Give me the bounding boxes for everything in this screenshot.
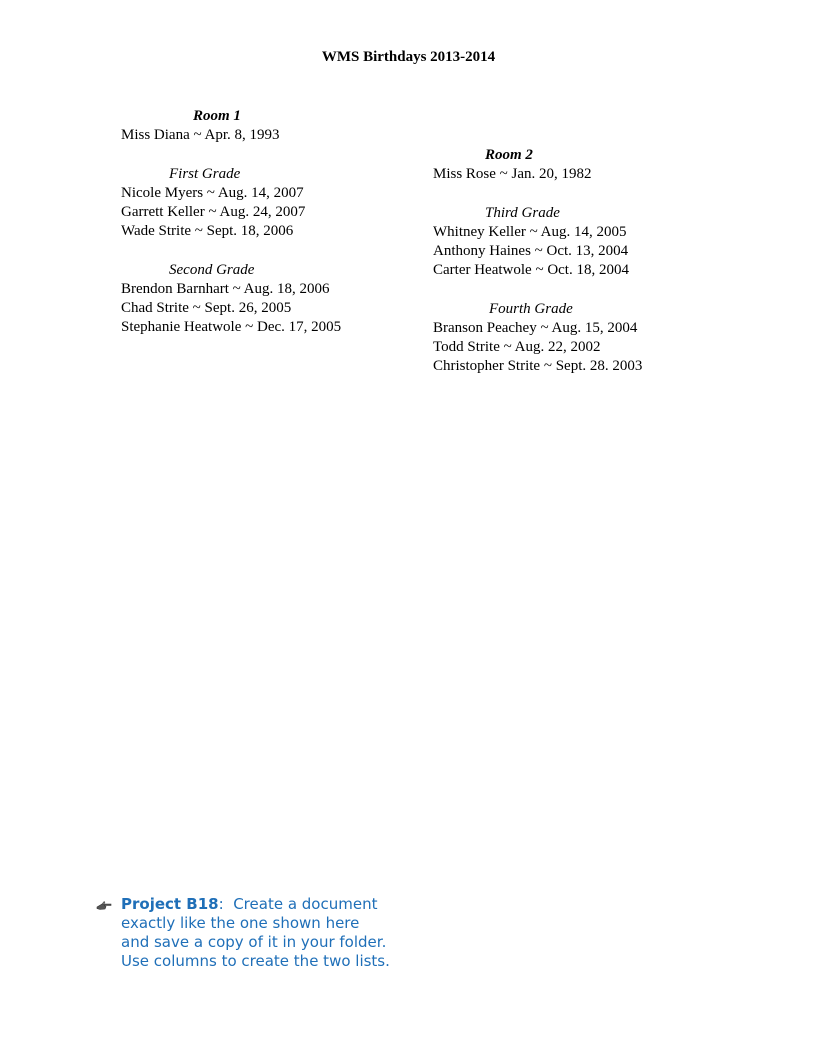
list-item: Stephanie Heatwole ~ Dec. 17, 2005 bbox=[121, 319, 342, 336]
first-grade-heading: First Grade bbox=[169, 165, 241, 182]
list-item: Wade Strite ~ Sept. 18, 2006 bbox=[121, 223, 294, 240]
project-note bbox=[96, 895, 396, 971]
spacer bbox=[433, 184, 733, 203]
fourth-grade-heading: Fourth Grade bbox=[489, 300, 573, 317]
project-instructions: Create a document exactly like the one shown here and save a copy of it in your folder. Use columns to create the two lists. bbox=[121, 895, 396, 970]
room-1-column bbox=[121, 107, 411, 337]
pointing-hand-icon bbox=[96, 898, 112, 912]
list-item: Carter Heatwole ~ Oct. 18, 2004 bbox=[433, 262, 629, 279]
project-note-text bbox=[121, 895, 396, 971]
room-2-column bbox=[433, 146, 733, 376]
spacer bbox=[121, 145, 411, 164]
third-grade-heading: Third Grade bbox=[485, 204, 560, 221]
spacer bbox=[121, 241, 411, 260]
room-2-teacher: Miss Rose ~ Jan. 20, 1982 bbox=[433, 166, 592, 183]
project-label: Project B18 bbox=[121, 895, 219, 913]
room-1-heading: Room 1 bbox=[193, 108, 241, 124]
project-label-separator: : bbox=[218, 895, 224, 913]
list-item: Christopher Strite ~ Sept. 28. 2003 bbox=[433, 358, 643, 375]
room-1-teacher: Miss Diana ~ Apr. 8, 1993 bbox=[121, 127, 280, 144]
list-item: Brendon Barnhart ~ Aug. 18, 2006 bbox=[121, 280, 330, 297]
list-item: Anthony Haines ~ Oct. 13, 2004 bbox=[433, 243, 629, 259]
spacer bbox=[433, 280, 733, 299]
list-item: Garrett Keller ~ Aug. 24, 2007 bbox=[121, 204, 306, 220]
document-title: WMS Birthdays 2013-2014 bbox=[321, 49, 496, 65]
list-item: Whitney Keller ~ Aug. 14, 2005 bbox=[433, 223, 627, 240]
list-item: Nicole Myers ~ Aug. 14, 2007 bbox=[121, 184, 304, 201]
second-grade-heading: Second Grade bbox=[169, 261, 255, 278]
room-2-heading: Room 2 bbox=[485, 147, 533, 163]
list-item: Chad Strite ~ Sept. 26, 2005 bbox=[121, 300, 292, 316]
list-item: Branson Peachey ~ Aug. 15, 2004 bbox=[433, 319, 638, 336]
list-item: Todd Strite ~ Aug. 22, 2002 bbox=[433, 339, 601, 355]
